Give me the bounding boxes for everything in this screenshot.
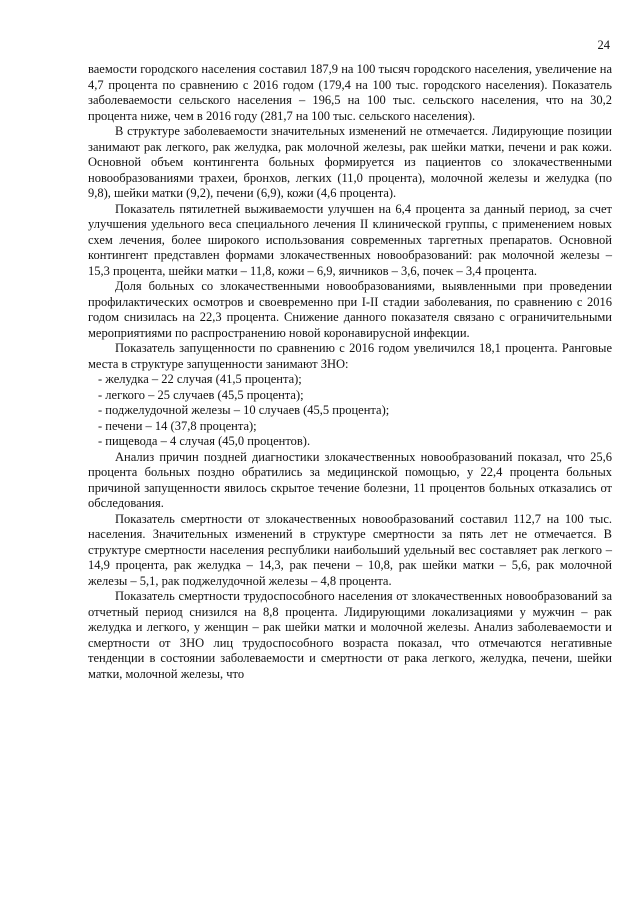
paragraph: В структуре заболеваемости значительных изменений не отмечается. Лидирующие позиции занимают рак легкого, рак желудка, рак молочной железы, рак шейки матки, печени и рак кожи. Основной объем контингента больных формируется из пациентов со злокачественными новообразованиями трахеи, бронхов, легких (11,0 процента), молочной железы и желудка (по 9,8), шейки матки (9,2), печени (6,9), кожи (4,6 процента). — [88, 124, 612, 200]
paragraph: ваемости городского населения составил 187,9 на 100 тысяч городского населения, увеличение на 4,7 процента по сравнению с 2016 годом (179,4 на 100 тыс. городского населения). Показатель заболеваемости сельского населения – 196,5 на 100 тыс. сельского населения, что на 30,2 процента ниже, чем в 2016 году (281,7 на 100 тыс. сельского населения). — [88, 62, 612, 123]
paragraph: Показатель запущенности по сравнению с 2016 годом увеличился 18,1 процента. Ранговые места в структуре запущенности занимают ЗНО: — [88, 341, 612, 371]
neglect-ranking-list — [88, 372, 612, 450]
list-item: - печени – 14 (37,8 процента); — [98, 418, 257, 433]
page-number: 24 — [597, 38, 610, 52]
paragraph: Показатель смертности от злокачественных новообразований составил 112,7 на 100 тыс. населения. Значительных изменений в структуре смертности за пять лет не отмечается. В структуре смертности населения республики наибольший удельный вес составляет рак легкого – 14,9 процента, рак желудка – 14,3, рак печени – 10,8, рак шейки матки – 5,6, рак молочной железы – 5,1, рак поджелудочной железы – 4,8 процента. — [88, 511, 612, 588]
list-item: - желудка – 22 случая (41,5 процента); — [98, 372, 302, 386]
paragraph: Показатель пятилетней выживаемости улучшен на 6,4 процента за данный период, за счет улучшения удельного веса специального лечения II клинической группы, с применением новых схем лечения, более широкого использования современных таргетных препаратов. Основной контингент представлен формами злокачественных новообразований: рак молочной железы – 15,3 процента, шейки матки – 11,8, кожи – 6,9, яичников – 3,6, почек – 3,4 процента. — [88, 201, 612, 278]
document-body — [88, 62, 612, 682]
paragraph: Доля больных со злокачественными новообразованиями, выявленными при проведении профилактических осмотров и своевременно при I-II стадии заболевания, по сравнению с 2016 годом снизилась на 22,3 процента. Снижение данного показателя связано с ограничительными мероприятиями по распространению новой коронавирусной инфекции. — [88, 279, 612, 340]
paragraph: Анализ причин поздней диагностики злокачественных новообразований показал, что 25,6 процента больных поздно обратились за медицинской помощью, у 22,4 процента больных причиной запущенности явилось скрытое течение болезни, 11 процентов больных отказались от обследования. — [88, 449, 612, 510]
list-item: - поджелудочной железы – 10 случаев (45,5 процента); — [98, 403, 390, 417]
paragraph: Показатель смертности трудоспособного населения от злокачественных новообразований за отчетный период снизился на 8,8 процента. Лидирующими локализациями у мужчин – рак желудка и легкого, у женщин – рак шейки матки и молочной железы. Анализ заболеваемости и смертности от ЗНО лиц трудоспособного возраста показал, что отмечаются негативные тенденции в состоянии заболеваемости и смертности от рака легкого, желудка, печени, шейки матки, молочной железы, что — [88, 589, 612, 681]
list-item: - пищевода – 4 случая (45,0 процентов). — [98, 434, 311, 448]
list-item: - легкого – 25 случаев (45,5 процента); — [98, 387, 304, 402]
